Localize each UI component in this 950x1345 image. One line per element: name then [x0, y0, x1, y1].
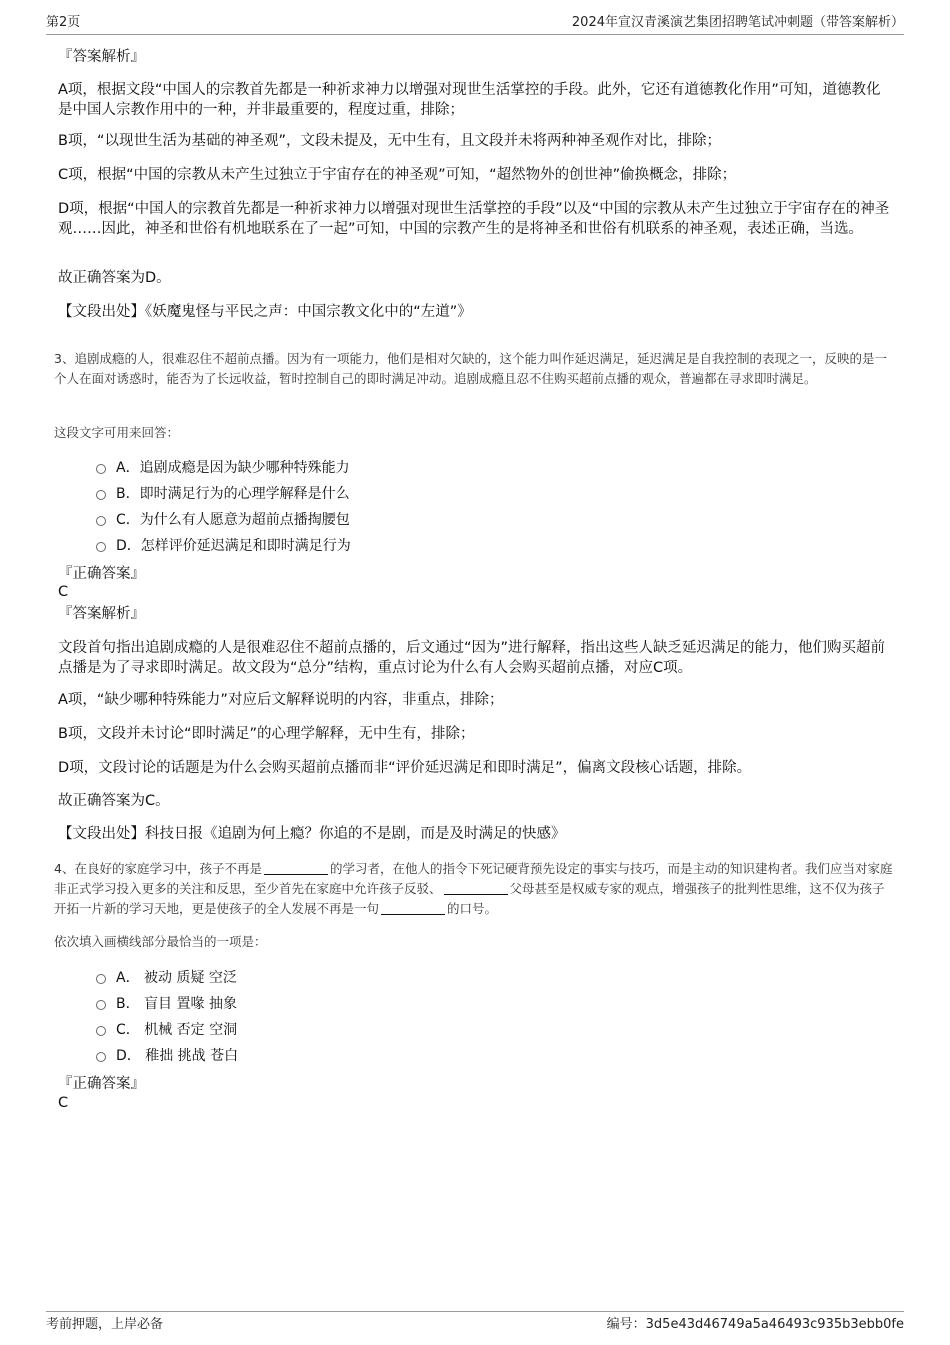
- option-d[interactable]: [96, 536, 351, 556]
- option-a[interactable]: [96, 458, 350, 478]
- option-label: D．怎样评价延迟满足和即时满足行为: [116, 538, 351, 554]
- question-stem: 3、追剧成瘾的人，很难忍住不超前点播。因为有一项能力，他们是相对欠缺的，这个能力叫作延迟满足，延迟满足是自我控制的表现之一，反映的是一个人在面对诱惑时，能否为了长远收益，暂时控制自己的即时满足冲动。追剧成瘾且忍不住购买超前点播的观众，普遍都在寻求即时满足。: [54, 351, 887, 386]
- stem-text: 父母甚至是权威专家的观点，增强孩子的批判性思维，这不仅为孩子开拓一片新的学习天地，更是使孩子的全人发展不再是一句: [54, 881, 885, 916]
- option-label: C．为什么有人愿意为超前点播掏腰包: [116, 512, 350, 528]
- fill-blank: [444, 880, 508, 895]
- page-number: 第2页: [46, 15, 81, 30]
- stem-text: 的口号。: [447, 901, 498, 916]
- analysis-option-c: C项，根据“中国的宗教从未产生过独立于宇宙存在的神圣观”可知，“超然物外的创世神”偷换概念，排除；: [58, 167, 737, 183]
- analysis-conclusion: 故正确答案为D。: [58, 270, 171, 286]
- option-label: A． 被动 质疑 空泛: [116, 970, 237, 986]
- answer-label: 『正确答案』: [58, 566, 145, 582]
- analysis-option-a: A项，根据文段“中国人的宗教首先都是一种祈求神力以增强对现世生活掌控的手段。此外，它还有道德教化作用”可知，道德教化是中国人宗教作用中的一种，并非最重要的，程度过重，排除；: [58, 82, 881, 118]
- page-header: [46, 14, 904, 35]
- radio-icon[interactable]: [96, 490, 106, 500]
- analysis-option-d: D项，根据“中国人的宗教首先都是一种祈求神力以增强对现世生活掌控的手段”以及“中国的宗教从未产生过独立于宇宙存在的神圣观……因此，神圣和世俗有机地联系在了一起”可知，中国的宗教产生的是将神圣和世俗有机联系的神圣观，表述正确，当选。: [58, 201, 890, 237]
- option-c[interactable]: [96, 510, 350, 530]
- question-prompt: 这段文字可用来回答：: [54, 425, 180, 440]
- question-prompt: 依次填入画横线部分最恰当的一项是：: [54, 934, 267, 949]
- option-label: B．即时满足行为的心理学解释是什么: [116, 486, 350, 502]
- radio-icon[interactable]: [96, 542, 106, 552]
- analysis-option-a: A项，“缺少哪种特殊能力”对应后文解释说明的内容，非重点，排除；: [58, 692, 504, 708]
- radio-icon[interactable]: [96, 1052, 106, 1062]
- radio-icon[interactable]: [96, 1026, 106, 1036]
- radio-icon[interactable]: [96, 974, 106, 984]
- option-label: A．追剧成瘾是因为缺少哪种特殊能力: [116, 460, 350, 476]
- option-d[interactable]: [96, 1046, 238, 1066]
- analysis-option-b: B项，文段并未讨论“即时满足”的心理学解释，无中生有，排除；: [58, 726, 475, 742]
- stem-text: 的学习者，在他人的指令下死记硬背预先设定的事实与技巧，而是主动的知识建构者。我们应当对家庭非正式学习投入更多的关注和反思，至少首先在家庭中允许孩子反驳、: [54, 861, 893, 896]
- footer-slogan: 考前押题，上岸必备: [46, 1317, 164, 1332]
- option-label: D． 稚拙 挑战 苍白: [116, 1048, 239, 1064]
- option-label: C． 机械 否定 空洞: [116, 1022, 238, 1038]
- radio-icon[interactable]: [96, 464, 106, 474]
- option-c[interactable]: [96, 1020, 237, 1040]
- answer-label: 『正确答案』: [58, 1076, 145, 1092]
- fill-blank: [264, 860, 328, 875]
- fill-blank: [381, 900, 445, 915]
- page-footer: [46, 1311, 904, 1334]
- analysis-source: 【文段出处】科技日报《追剧为何上瘾？你追的不是剧，而是及时满足的快感》: [58, 826, 566, 842]
- analysis-source: 【文段出处】《妖魔鬼怪与平民之声：中国宗教文化中的“左道”》: [58, 304, 472, 320]
- radio-icon[interactable]: [96, 516, 106, 526]
- analysis-option-d: D项，文段讨论的话题是为什么会购买超前点播而非“评价延迟满足和即时满足”，偏离文段核心话题，排除。: [58, 760, 752, 776]
- option-b[interactable]: [96, 994, 237, 1014]
- document-code: 编号：3d5e43d46749a5a46493c935b3ebb0fe: [606, 1317, 904, 1332]
- option-a[interactable]: [96, 968, 237, 988]
- stem-text: 4、在良好的家庭学习中，孩子不再是: [54, 861, 262, 876]
- analysis-option-b: B项，“以现世生活为基础的神圣观”，文段未提及，无中生有，且文段并未将两种神圣观作对比，排除；: [58, 133, 721, 149]
- analysis-label: 『答案解析』: [58, 606, 145, 622]
- analysis-main: 文段首句指出追剧成瘾的人是很难忍住不超前点播的，后文通过“因为”进行解释，指出这些人缺乏延迟满足的能力，他们购买超前点播是为了寻求即时满足。故文段为“总分”结构，重点讨论为什么有人会购买超前点播，对应C项。: [58, 640, 886, 676]
- option-b[interactable]: [96, 484, 350, 504]
- radio-icon[interactable]: [96, 1000, 106, 1010]
- question-stem: [54, 859, 896, 919]
- answer-value: C: [58, 584, 69, 600]
- analysis-label: 『答案解析』: [58, 49, 145, 65]
- answer-value: C: [58, 1095, 69, 1111]
- document-title: 2024年宣汉青溪演艺集团招聘笔试冲刺题（带答案解析）: [571, 15, 904, 30]
- analysis-conclusion: 故正确答案为C。: [58, 793, 170, 809]
- option-label: B． 盲目 置喙 抽象: [116, 996, 237, 1012]
